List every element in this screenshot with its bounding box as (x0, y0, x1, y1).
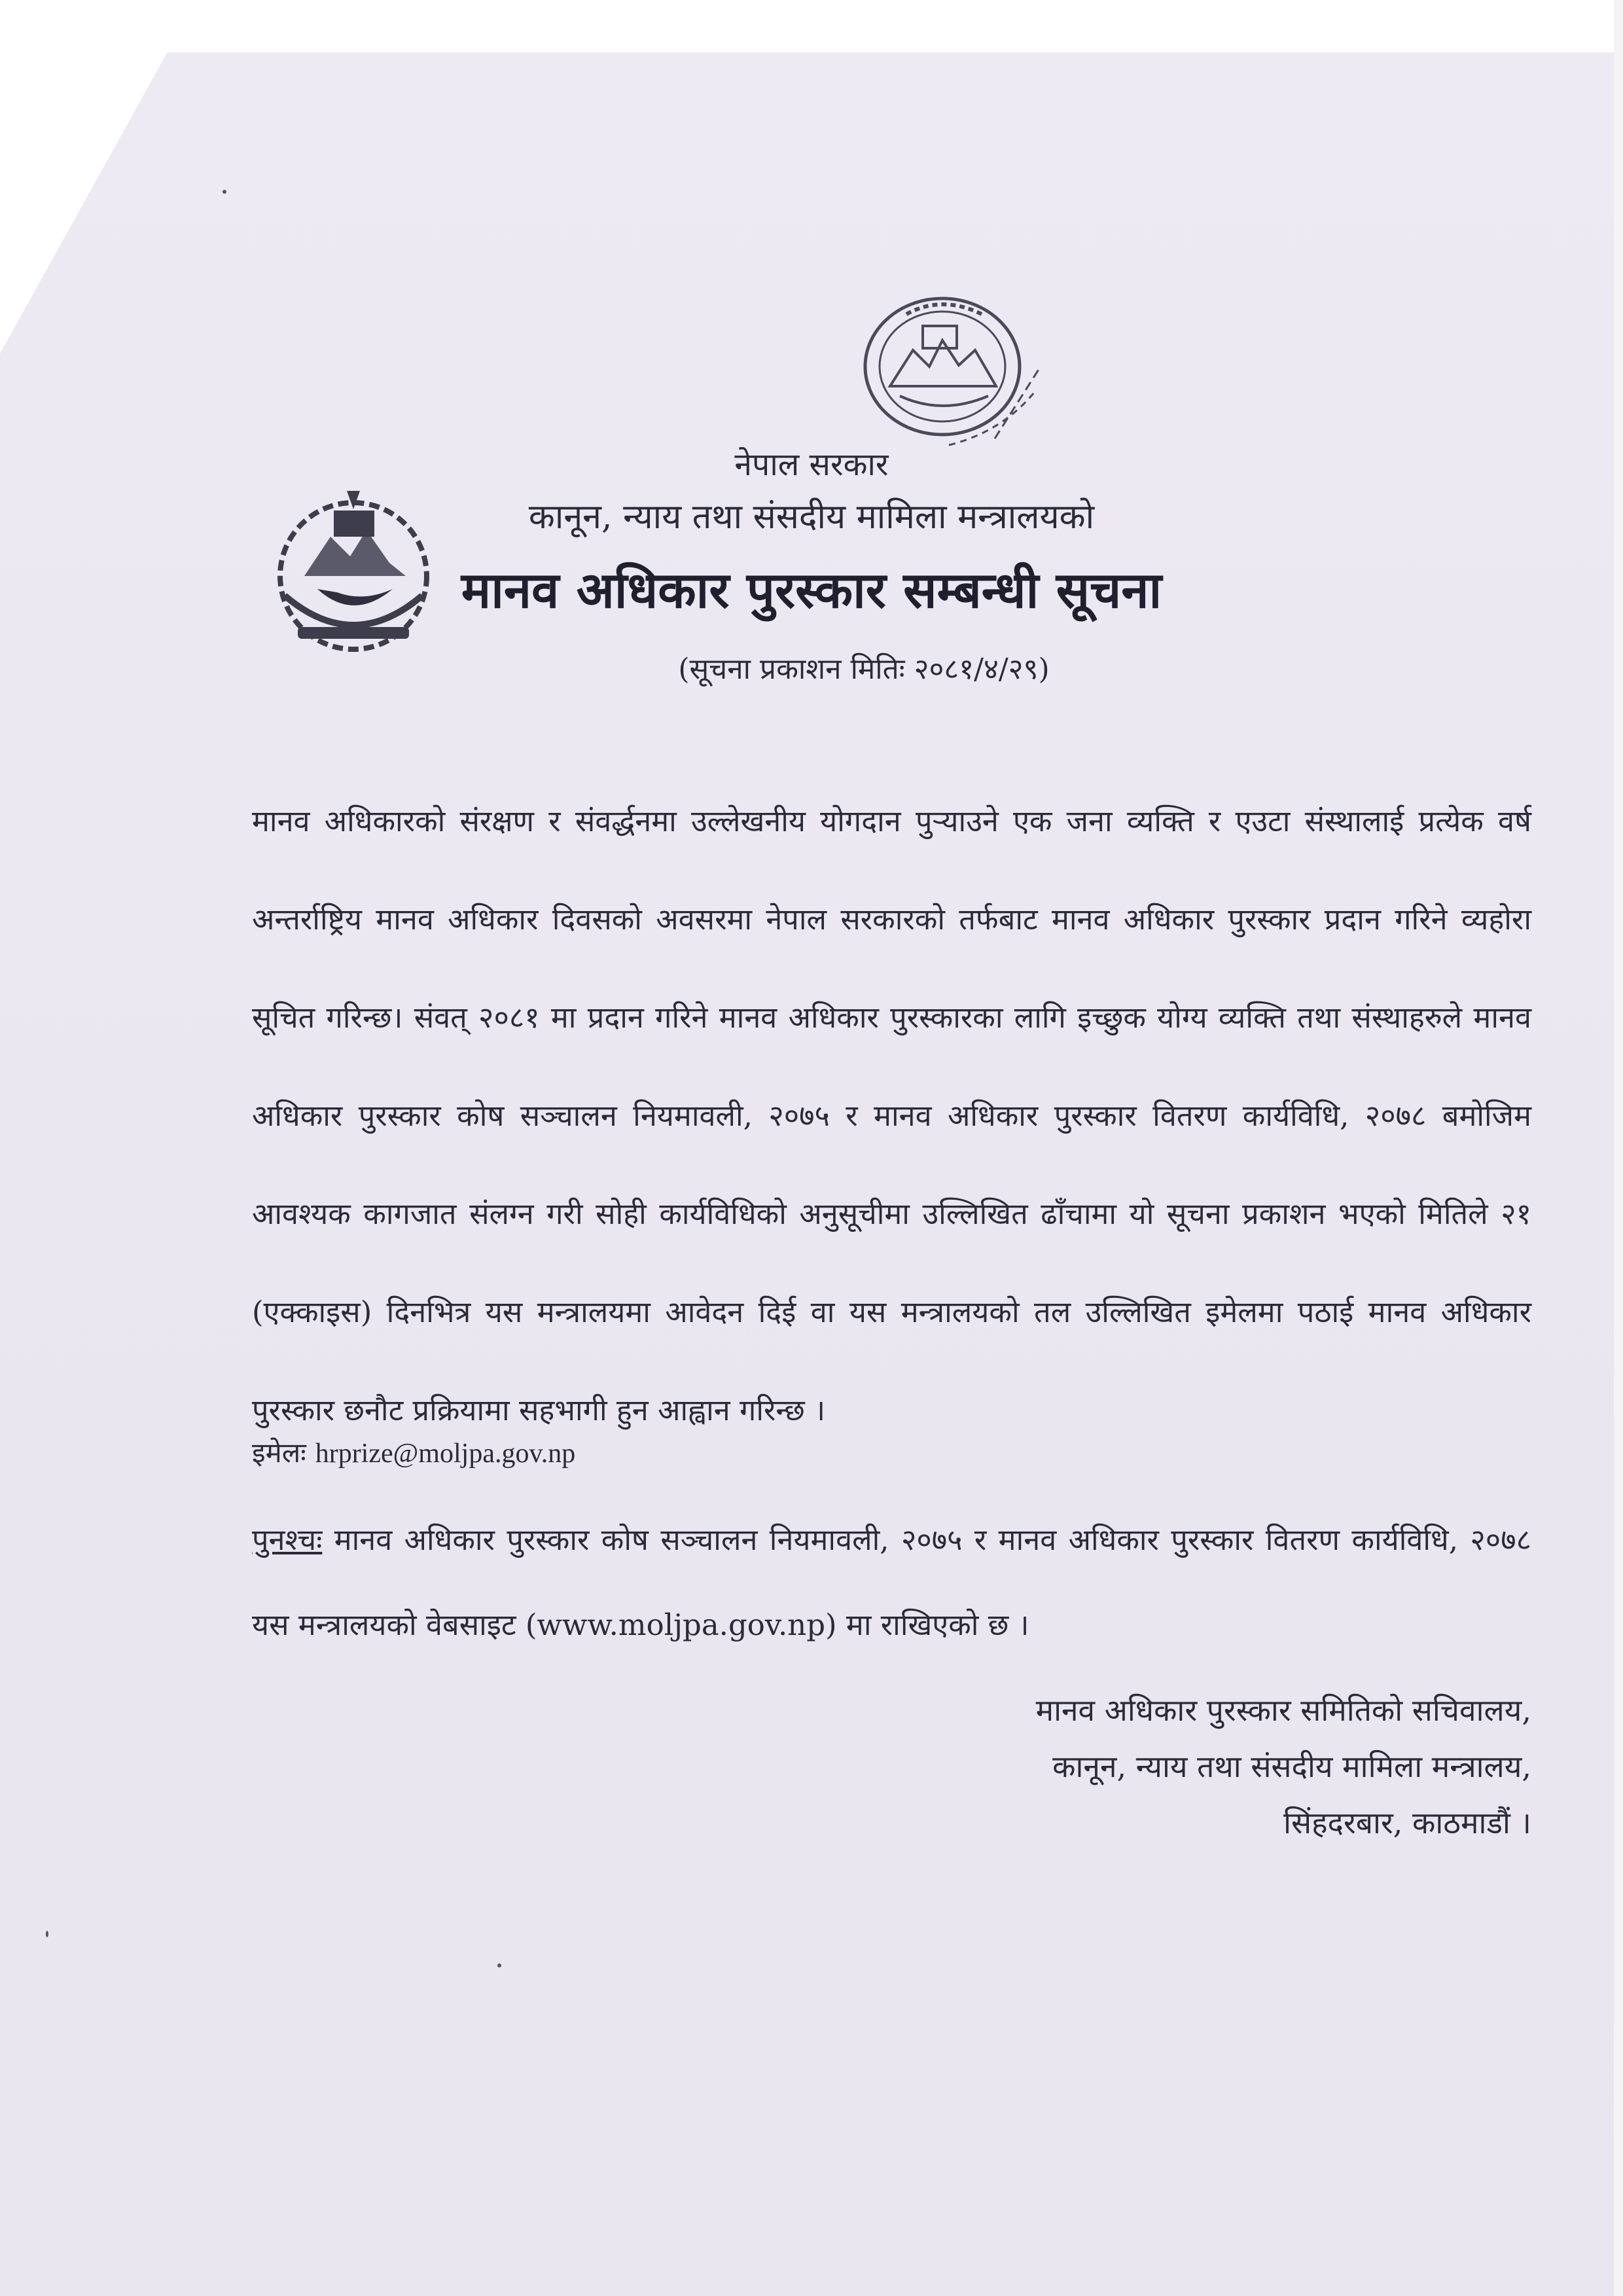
scan-speck (46, 1931, 48, 1937)
scan-speck (223, 190, 226, 194)
scan-margin-top (0, 0, 1623, 52)
folded-corner (0, 0, 196, 353)
postscript (252, 1498, 1531, 1668)
signature-line-2: कानून, न्याय तथा संसदीय मामिला मन्त्रालय, (1052, 1749, 1531, 1784)
notice-title: मानव अधिकार पुरस्कार सम्बन्धी सूचना (461, 561, 1162, 619)
email-line (252, 1433, 575, 1471)
scan-speck (497, 1964, 501, 1967)
signature-block (942, 1682, 1531, 1851)
email-address: hrprize@moljpa.gov.np (315, 1439, 576, 1469)
signature-line-1: मानव अधिकार पुरस्कार समितिको सचिवालय, (1035, 1693, 1531, 1728)
publication-date: (सूचना प्रकाशन मितिः २०८१/४/२९) (678, 653, 1050, 686)
postscript-label: पुनश्चः (252, 1522, 323, 1557)
government-name: नेपाल सरकार (734, 446, 889, 483)
scan-margin-right (1614, 0, 1623, 2296)
signature-line-3: सिंहदरबार, काठमाडौं । (1283, 1805, 1531, 1840)
ministry-name: कानून, न्याय तथा संसदीय मामिला मन्त्रालयको (528, 497, 1095, 537)
email-label: इमेलः (252, 1437, 306, 1469)
postscript-text: मानव अधिकार पुरस्कार कोष सञ्चालन नियमावली, २०७५ र मानव अधिकार पुरस्कार वितरण कार्यविधि, २०७८ यस मन्त्रालयको वेबसाइट (www.moljpa.gov.np) मा राखिएको छ । (252, 1522, 1531, 1642)
notice-body: मानव अधिकारको संरक्षण र संवर्द्धनमा उल्लेखनीय योगदान पुऱ्याउने एक जना व्यक्ति र एउटा संस्थालाई प्रत्येक वर्ष अन्तर्राष्ट्रिय मानव अधिकार दिवसको अवसरमा नेपाल सरकारको तर्फबाट मानव अधिकार पुरस्कार प्रदान गरिने व्यहोरा सूचित गरिन्छ। संवत् २०८१ मा प्रदान गरिने मानव अधिकार पुरस्कारका लागि इच्छुक योग्य व्यक्ति तथा संस्थाहरुले मानव अधिकार पुरस्कार कोष सञ्चालन नियमावली, २०७५ र मानव अधिकार पुरस्कार वितरण कार्यविधि, २०७८ बमोजिम आवश्यक कागजात संलग्न गरी सोही कार्यविधिको अनुसूचीमा उल्लिखित ढाँचामा यो सूचना प्रकाशन भएको मितिले २१ (एक्काइस) दिनभित्र यस मन्त्रालयमा आवेदन दिई वा यस मन्त्रालयको तल उल्लिखित इमेलमा पठाई मानव अधिकार पुरस्कार छनौट प्रक्रियामा सहभागी हुन आह्वान गरिन्छ । (252, 804, 1531, 1427)
